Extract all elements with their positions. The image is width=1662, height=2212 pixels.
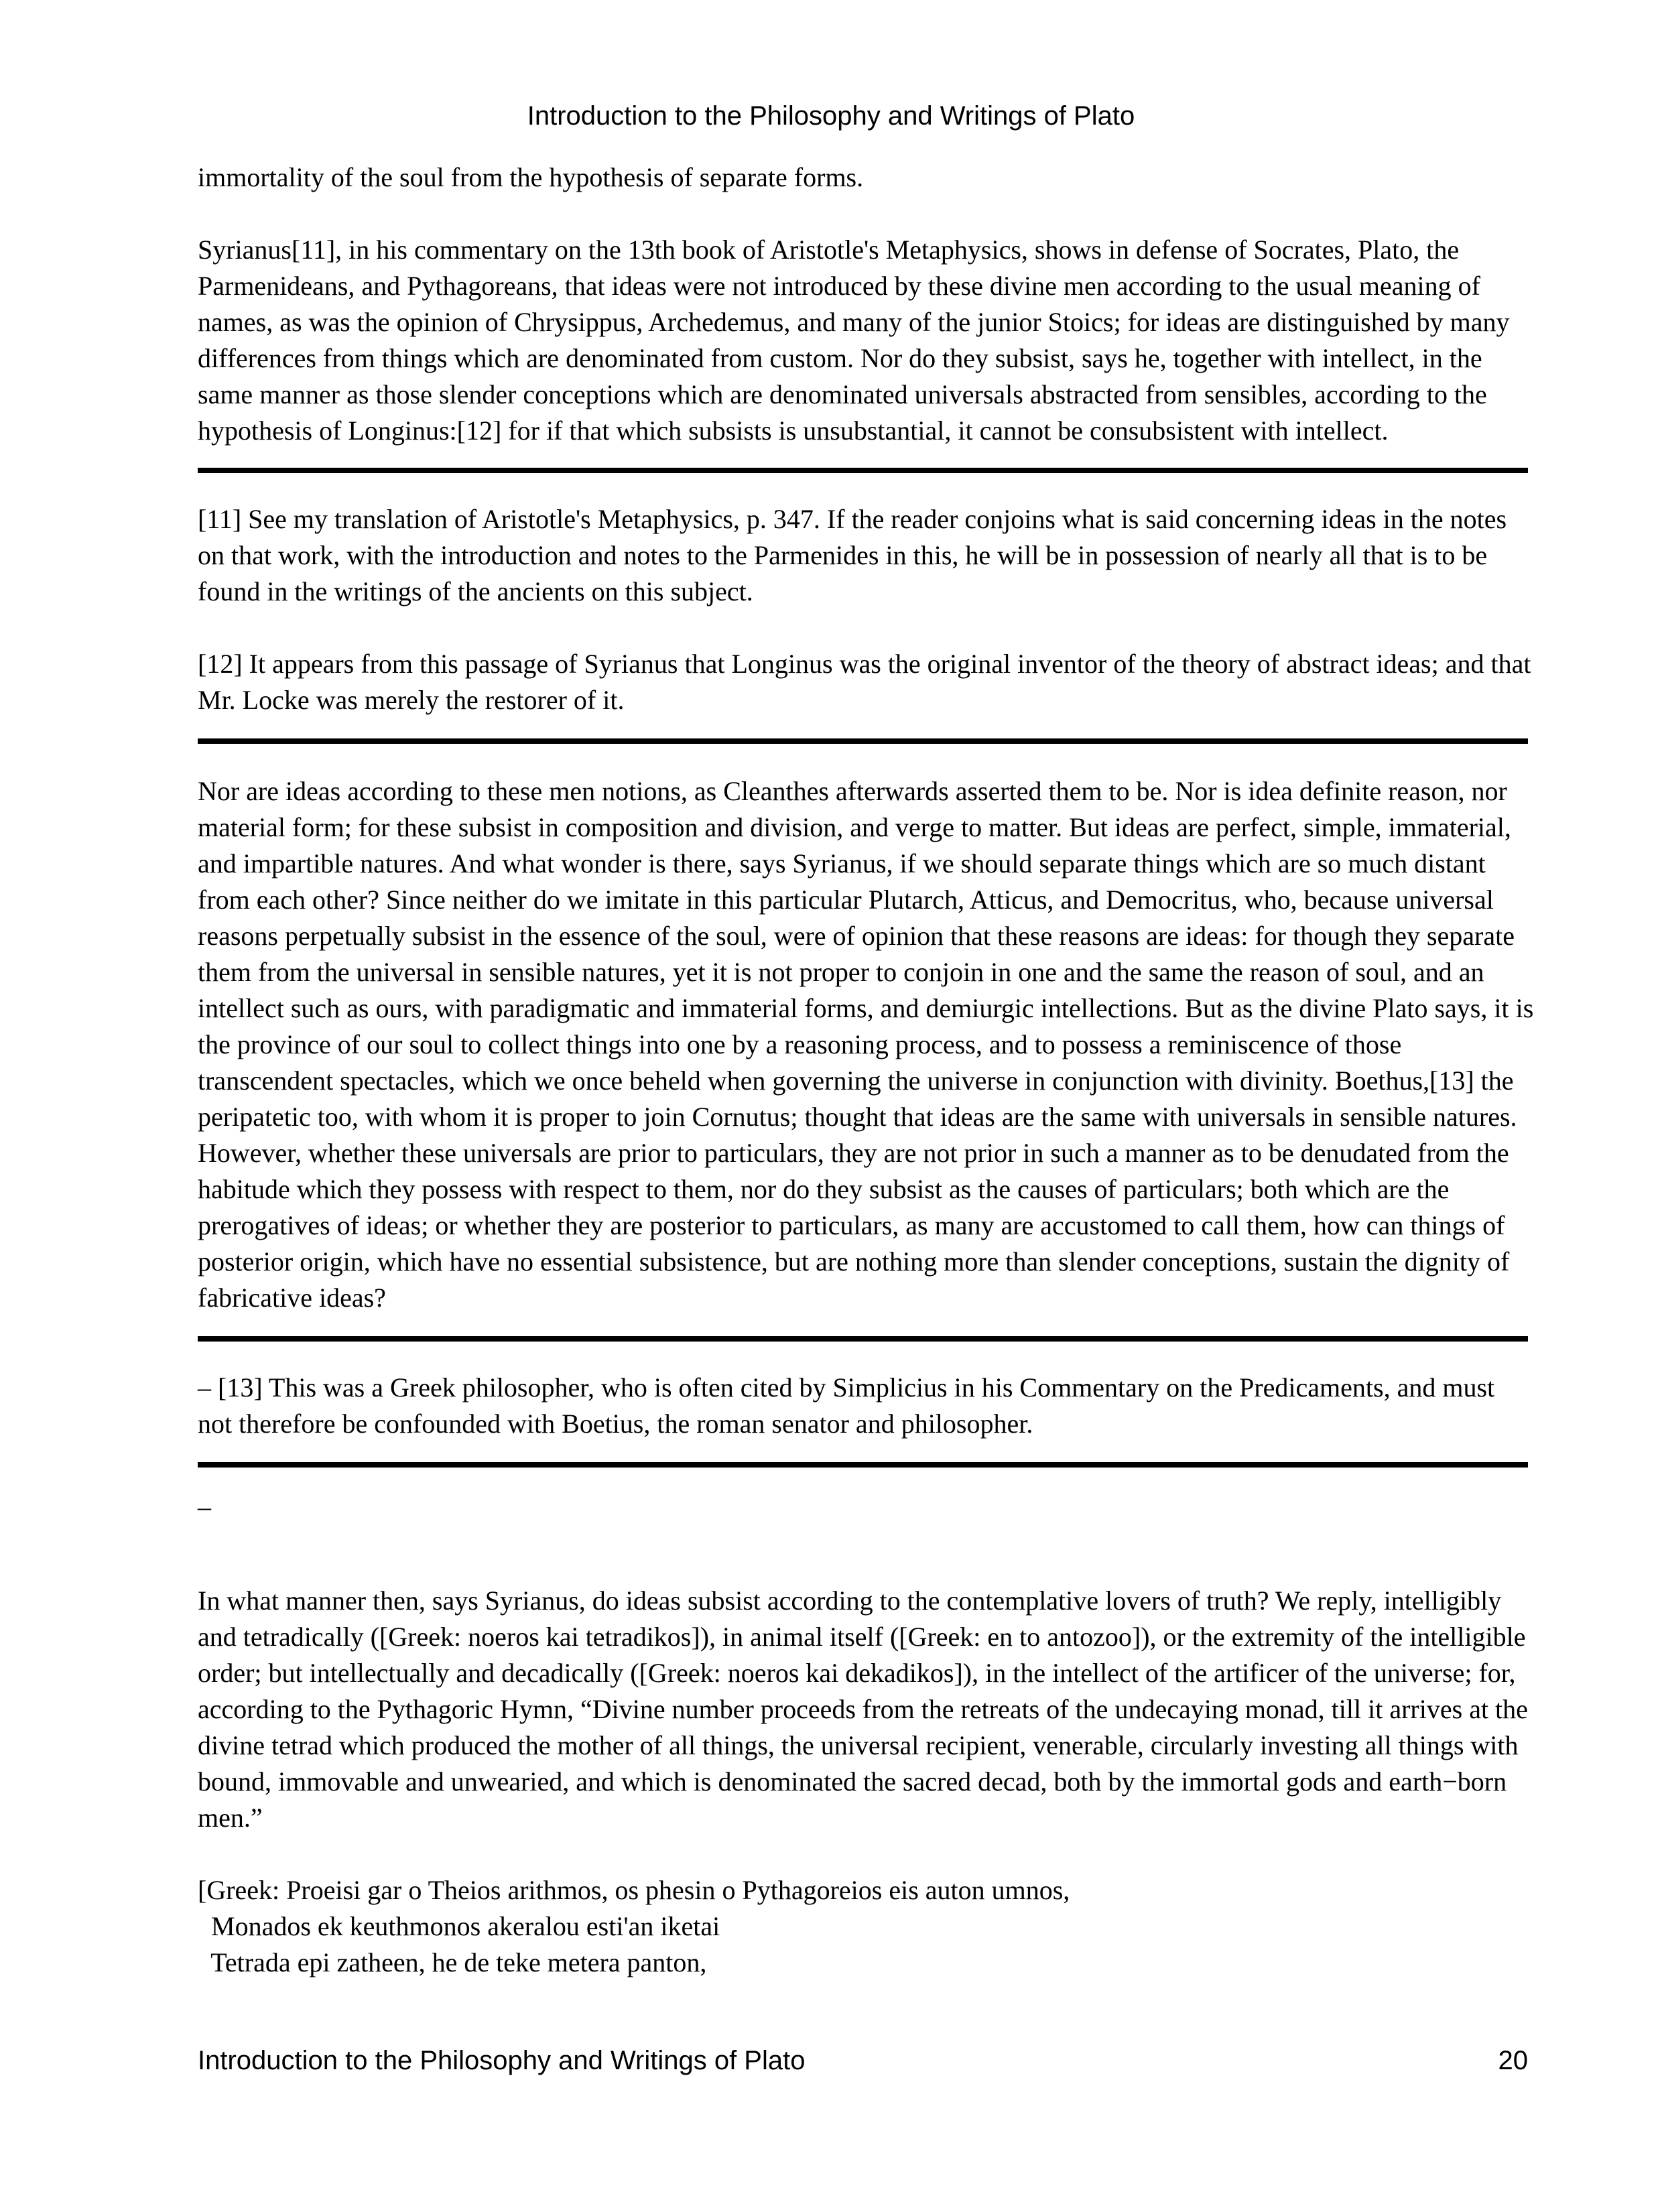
verse-line: [Greek: Proeisi gar o Theios arithmos, os phesin o Pythagoreios eis auton umnos, (198, 1875, 1070, 1905)
footnote-13: – [13] This was a Greek philosopher, who is often cited by Simplicius in his Commentary on the Predicaments, and must not therefore be confounded with Boetius, the roman senator and philosopher. (198, 1372, 1502, 1439)
page-number: 20 (1498, 2046, 1528, 2075)
paragraph-gap (198, 1836, 1535, 1872)
paragraph-in-what-manner: In what manner then, says Syrianus, do ideas subsist according to the contemplative lovers of truth? We reply, intelligibly and tetradically ([Greek: noeros kai tetradikos]), in animal itself ([Greek: en to antozoo]), or the extremity of the intelligible order; but intellectually and decadically ([Greek: noeros kai dekadikos]), in the intellect of the artificer of the universe; for, according to the Pythagoric Hymn, “Divine number proceeds from the retreats of the undecaying monad, till it arrives at the divine tetrad which produced the mother of all things, the universal recipient, venerable, circularly investing all things with bound, immovable and unwearied, and which is denominated the sacred decad, both by the immortal gods and earth−born men.” (198, 1585, 1535, 1833)
verse-line: Tetrada epi zatheen, he de teke metera panton, (198, 1947, 707, 1977)
greek-verse (198, 1872, 1535, 1981)
footnote-separator (198, 1462, 1528, 1468)
paragraph-gap (198, 610, 1535, 646)
page-footer (198, 2044, 1528, 2077)
footer-title: Introduction to the Philosophy and Writings of Plato (198, 2046, 806, 2075)
footnote-11: [11] See my translation of Aristotle's Metaphysics, p. 347. If the reader conjoins what is said concerning ideas in the notes on that work, with the introduction and notes to the Parmenides in this, he will be in possession of nearly all that is to be found in the writings of the ancients on this subject. (198, 504, 1514, 606)
paragraph-gap (198, 196, 1535, 232)
paragraph-syrianus: Syrianus[11], in his commentary on the 13th book of Aristotle's Metaphysics, shows in defense of Socrates, Plato, the Parmenideans, and Pythagoreans, that ideas were not introduced by these divine men according to the usual meaning of names, as was the opinion of Chrysippus, Archedemus, and many of the junior Stoics; for ideas are distinguished by many differences from things which are denominated from custom. Nor do they subsist, says he, together with intellect, in the same manner as those slender conceptions which are denominated universals abstracted from sensibles, according to the hypothesis of Longinus:[12] for if that which subsists is unsubstantial, it cannot be consubsistent with intellect. (198, 235, 1517, 446)
dash-marker: – (198, 1492, 211, 1522)
paragraph-gap (198, 1525, 1535, 1583)
verse-line: Monados ek keuthmonos akeralou esti'an iketai (198, 1911, 720, 1941)
page-header: Introduction to the Philosophy and Writings of Plato (527, 101, 1135, 131)
footnote-separator (198, 468, 1528, 473)
paragraph-nor-are-ideas: Nor are ideas according to these men notions, as Cleanthes afterwards asserted them to be. Nor is idea definite reason, nor material form; for these subsist in composition and division, and verge to matter. But ideas are perfect, simple, immaterial, and impartible natures. And what wonder is there, says Syrianus, if we should separate things which are so much distant from each other? Since neither do we imitate in this particular Plutarch, Atticus, and Democritus, who, because universal reasons perpetually subsist in the essence of the soul, were of opinion that these reasons are ideas: for though they separate them from the universal in sensible natures, yet it is not proper to conjoin in one and the same the reason of soul, and an intellect such as ours, with paradigmatic and immaterial forms, and demiurgic intellections. But as the divine Plato says, it is the province of our soul to collect things into one by a reasoning process, and to possess a reminiscence of those transcendent spectacles, which we once beheld when governing the universe in conjunction with divinity. Boethus,[13] the peripatetic too, with whom it is proper to join Cornutus; thought that ideas are the same with universals in sensible natures. However, whether these universals are prior to particulars, they are not prior in such a manner as to be denudated from the habitude which they possess with respect to them, nor do they subsist as the causes of particulars; both which are the prerogatives of ideas; or whether they are posterior to particulars, as many are accustomed to call them, how can things of posterior origin, which have no essential subsistence, but are nothing more than slender conceptions, sustain the dignity of fabricative ideas? (198, 776, 1541, 1313)
footnote-separator (198, 1336, 1528, 1342)
page-content (198, 159, 1541, 1981)
footnote-12: [12] It appears from this passage of Syrianus that Longinus was the original inventor of the theory of abstract ideas; and that Mr. Locke was merely the restorer of it. (198, 649, 1538, 715)
footnote-separator (198, 738, 1528, 744)
opening-line: immortality of the soul from the hypothesis of separate forms. (198, 162, 864, 192)
